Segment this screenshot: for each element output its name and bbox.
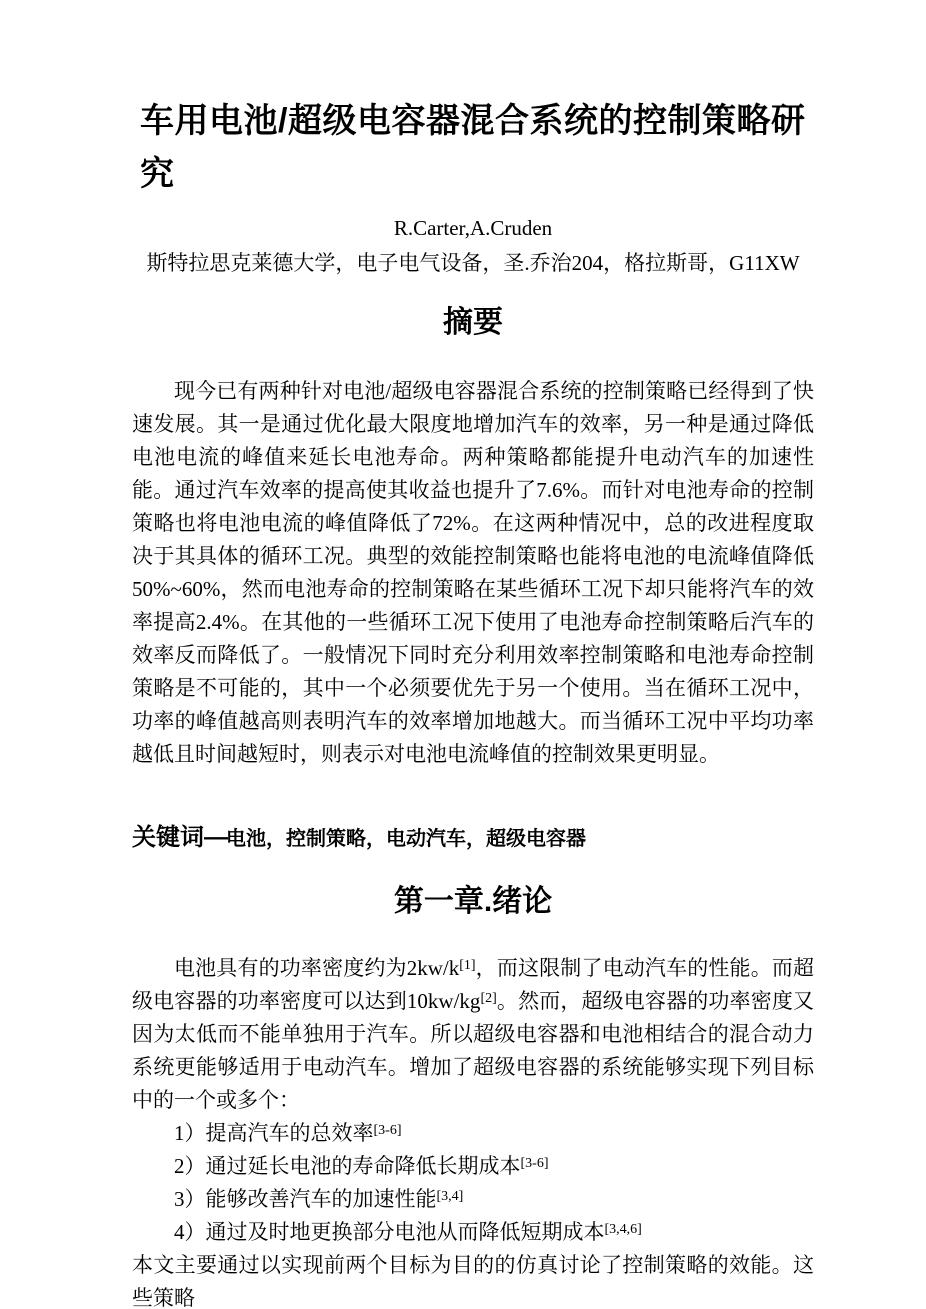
list-item [132,1216,814,1249]
text-segment: 。然而，超级电容器的功率密度又因为太低而不能单独用于汽车。所以超级电容器和电池相结合的混合动力系统更能够适用于电动汽车。增加了超级电容器的系统能够实现下列目标中的一个或多个： [132,989,814,1112]
text-segment: 1）提高汽车的总效率 [174,1121,374,1145]
text-segment: ，而这限制了电动汽车的性能。而超级电容器的功率密度可以达到10kw/kg [132,956,815,1013]
page-title: 车用电池/超级电容器混合系统的控制策略研究 [140,102,806,193]
chapter-heading: 第一章.绪论 [393,885,553,918]
citation-ref: [3-6] [520,1156,549,1171]
keywords-separator: — [204,824,226,851]
text-segment: 3）能够改善汽车的加速性能 [174,1187,437,1211]
list-item [132,1183,814,1216]
text-segment: 4）通过及时地更换部分电池从而降低短期成本 [174,1220,605,1244]
citation-ref: [1] [459,958,476,973]
text-segment: 2）通过延长电池的寿命降低长期成本 [174,1154,521,1178]
citation-ref: [2] [480,991,497,1006]
keywords-label: 关键词 [132,824,204,851]
text-segment: 电池具有的功率密度约为2kw/k [174,956,460,980]
citation-ref: [3,4] [436,1189,464,1204]
abstract-paragraph: 现今已有两种针对电池/超级电容器混合系统的控制策略已经得到了快速发展。其一是通过优化最大限度地增加汽车的效率，另一种是通过降低电池电流的峰值来延长电池寿命。两种策略都能提升电动汽车的加速性能。通过汽车效率的提高使其收益也提升了7.6%。而针对电池寿命的控制策略也将电池电流的峰值降低了72%。在这两种情况中，总的改进程度取决于其具体的循环工况。典型的效能控制策略也能将电池的电流峰值降低50%~60%，然而电池寿命的控制策略在某些循环工况下却只能将汽车的效率提高2.4%。在其他的一些循环工况下使用了电池寿命控制策略后汽车的效率反而降低了。一般情况下同时充分利用效率控制策略和电池寿命控制策略是不可能的，其中一个必须要优先于另一个使用。当在循环工况中，功率的峰值越高则表明汽车的效率增加地越大。而当循环工况中平均功率越低且时间越短时，则表示对电池电流峰值的控制效果更明显。 [132,379,814,766]
citation-ref: [3,4,6] [604,1222,642,1237]
goals-list [132,1117,814,1249]
authors-line: R.Carter,A.Cruden [393,216,553,240]
intro-paragraph [132,952,814,1117]
abstract-heading: 摘要 [443,306,503,339]
citation-ref: [3-6] [373,1123,402,1138]
affiliation-line: 斯特拉思克莱德大学，电子电气设备，圣.乔治204，格拉斯哥，G11XW [146,251,800,275]
keywords-line [132,823,814,856]
list-item [132,1150,814,1183]
closing-paragraph: 本文主要通过以实现前两个目标为目的的仿真讨论了控制策略的效能。这些策略 [132,1253,814,1309]
list-item [132,1117,814,1150]
introduction-section [132,952,814,1309]
keywords-terms: 电池，控制策略，电动汽车，超级电容器 [226,828,586,850]
